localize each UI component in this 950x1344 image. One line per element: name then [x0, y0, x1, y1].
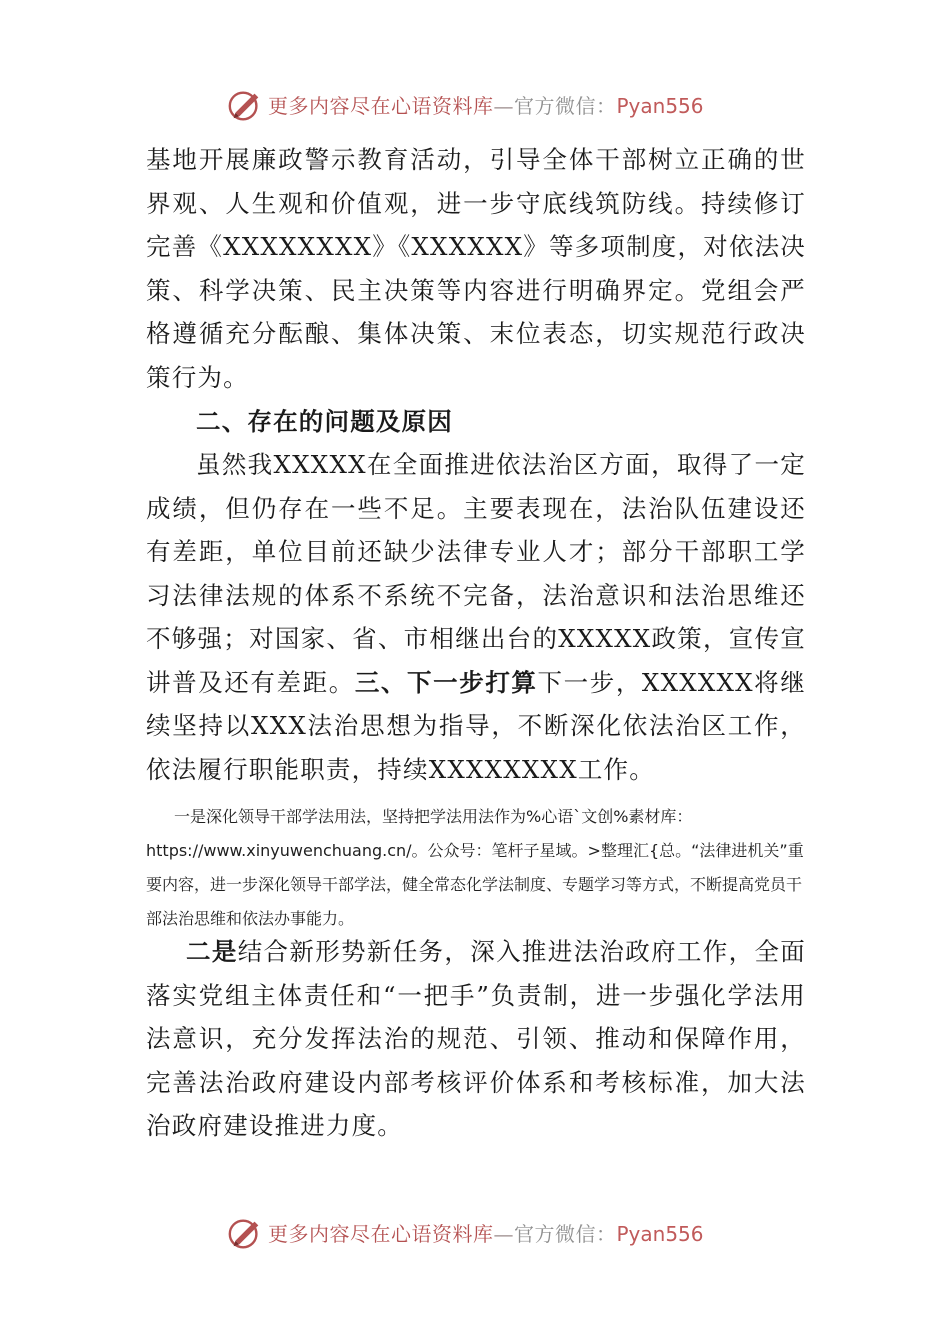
banner-wechat-label: 官方微信： [514, 1222, 617, 1246]
banner-dash: — [493, 94, 514, 118]
paragraph-2b-text: 下一步，XXXXXX将继续坚持以XXX法治思想为指导，不断深化依法治区工作，依法履行职能职责，持续XXXXXXXX工作。 [146, 667, 806, 784]
footer-watermark-banner [0, 1208, 950, 1256]
paragraph-4-text: 结合新形势新任务，深入推进法治政府工作，全面落实党组主体责任和“一把手”负责制，进一步强化学法用法意识，充分发挥法治的规范、引领、推动和保障作用，完善法治政府建设内部考核评价体系和考核标准，加大法治政府建设推进力度。 [146, 937, 806, 1140]
paragraph-4 [146, 930, 806, 1148]
paragraph-1: 基地开展廉政警示教育活动，引导全体干部树立正确的世界观、人生观和价值观，进一步守底线筑防线。持续修订完善《XXXXXXXX》《XXXXXX》等多项制度，对依法决策、科学决策、民主决策等内容进行明确界定。党组会严格遵循充分酝酿、集体决策、末位表态，切实规范行政决策行为。 [146, 145, 806, 392]
banner-wechat-label: 官方微信： [514, 94, 617, 118]
header-watermark-banner [0, 80, 950, 128]
paragraph-3-small: 一是深化领导干部学法用法，坚持把学法用法作为%心语`文创%素材库：https://www.xinyuwenchuang.cn/。公众号：笔杆子星域。>整理汇{总。“法律进机关”重要内容，进一步深化领导干部学法，健全常态化学法制度、专题学习等方式，不断提高党员干部法治思维和依法办事能力。 [146, 807, 804, 928]
pen-logo-icon [226, 86, 264, 124]
banner-wechat-id: Pyan556 [616, 1222, 704, 1246]
pen-logo-icon [226, 1214, 264, 1252]
banner-text [268, 90, 704, 119]
paragraph-4-lead: 二是 [186, 937, 238, 966]
banner-wechat-id: Pyan556 [616, 94, 704, 118]
section-heading-3: 三、下一步打算 [354, 667, 538, 697]
banner-text [268, 1218, 704, 1247]
banner-site-name: 更多内容尽在心语资料库 [268, 94, 494, 118]
banner-site-name: 更多内容尽在心语资料库 [268, 1222, 494, 1246]
paragraph-2-text: 虽然我XXXXX在全面推进依法治区方面，取得了一定成绩，但仍存在一些不足。主要表现在，法治队伍建设还有差距，单位目前还缺少法律专业人才；部分干部职工学习法律法规的体系不系统不完备，法治意识和法治思维还不够强；对国家、省、市相继出台的XXXXX政策，宣传宣讲普及还有差距。 [146, 450, 806, 697]
banner-dash: — [493, 1222, 514, 1246]
paragraph-2 [146, 443, 806, 791]
section-heading-2: 二、存在的问题及原因 [196, 407, 453, 436]
